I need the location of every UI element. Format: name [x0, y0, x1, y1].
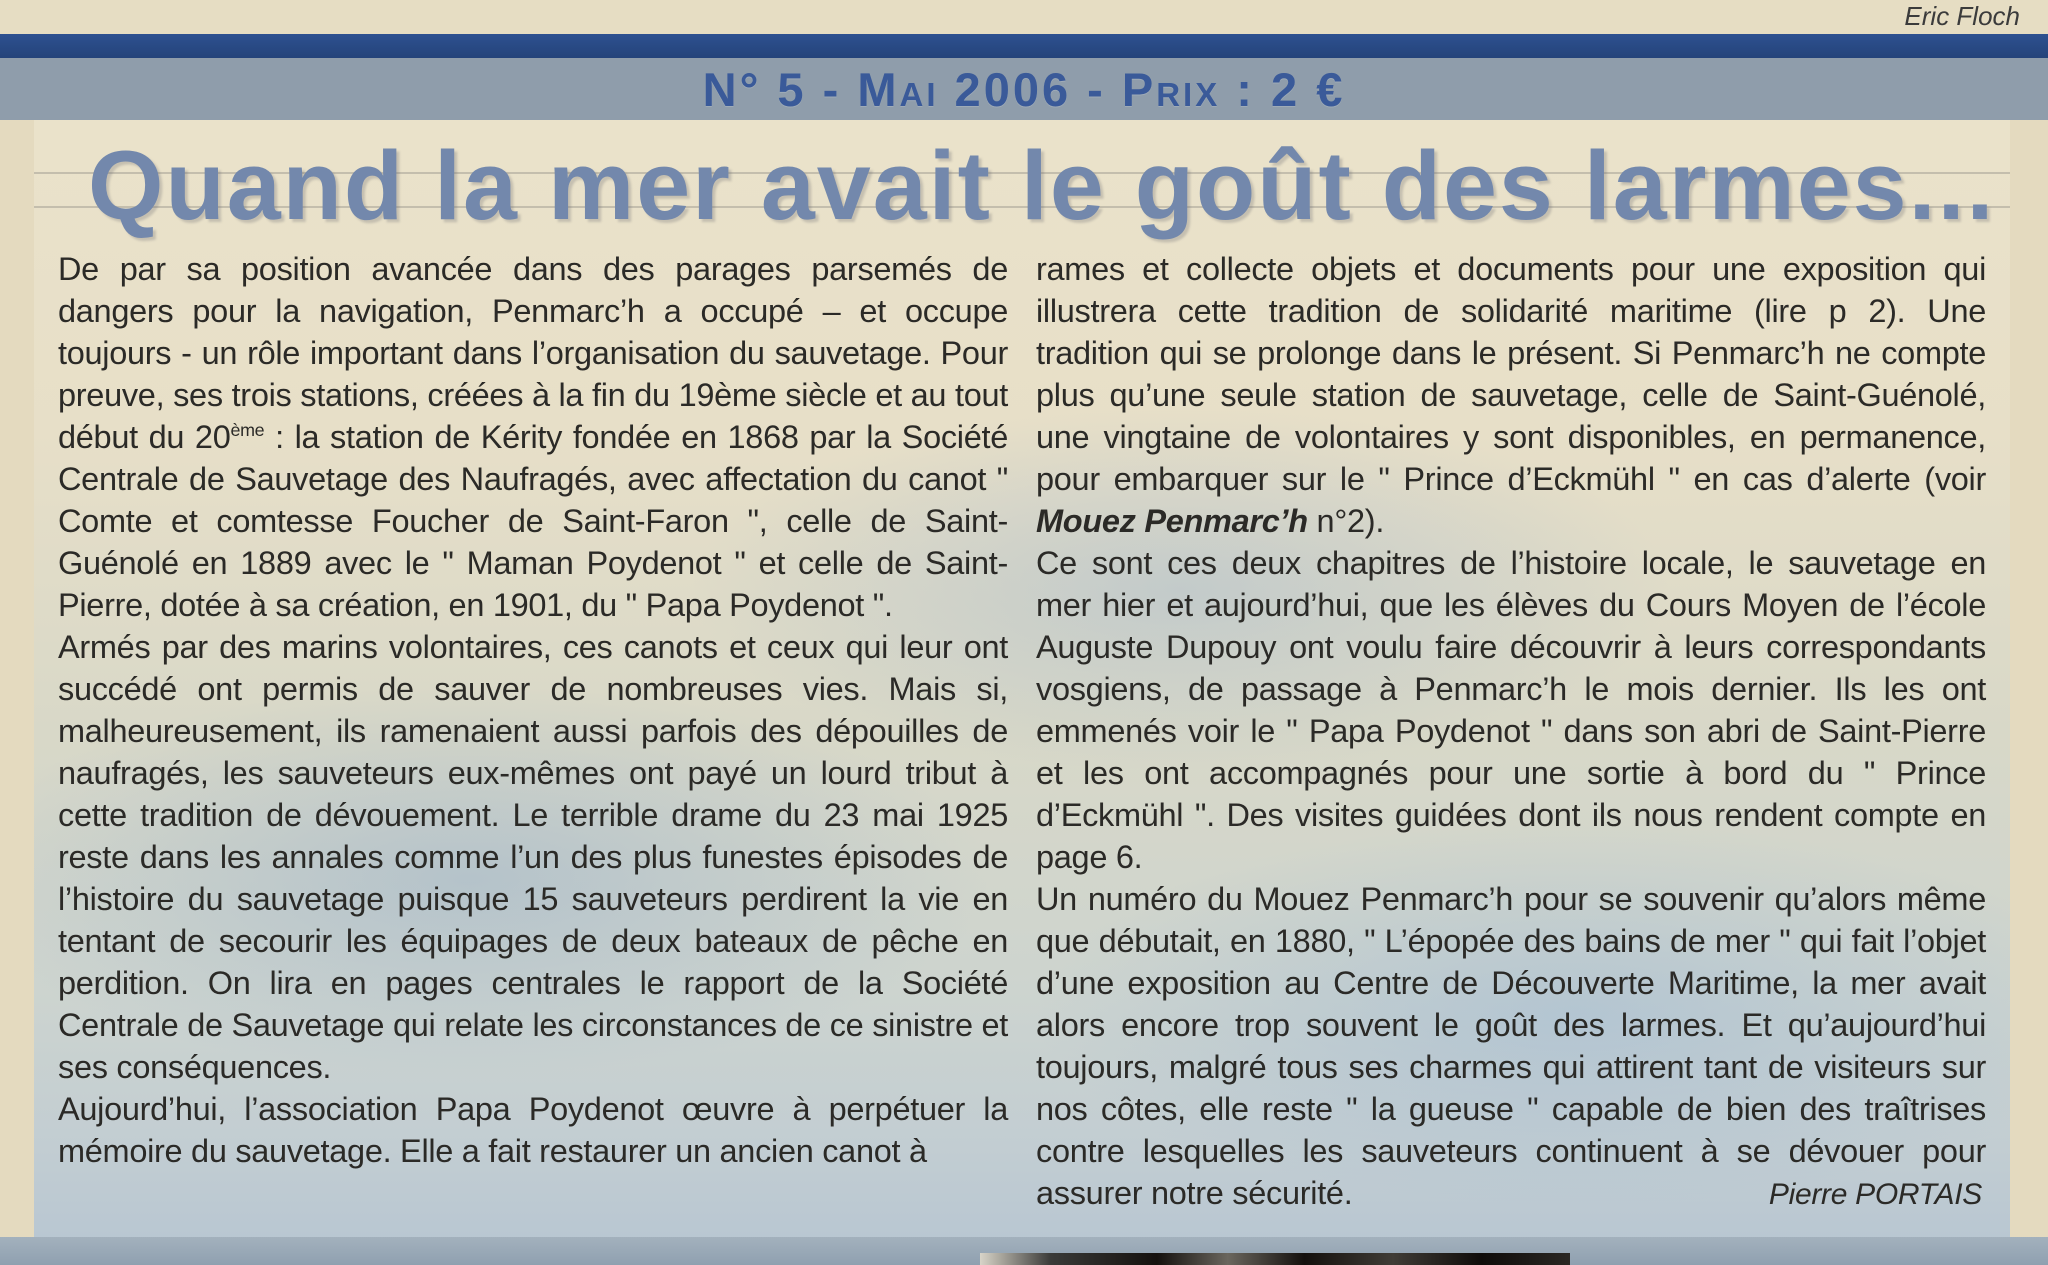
paragraph: De par sa position avancée dans des parages parsemés de dangers pour la navigation, Penmarc’h a occupé – et occupe toujours - un rôle important dans l’organisation du sauvetage. Pour preuve, ses trois stations, créées à la fin du 19ème siècle et au tout début du 20ème : la station de Kérity fondée en 1868 par la Société Centrale de Sauvetage des Naufragés, avec affectation du canot " Comte et comtesse Foucher de Saint-Faron ", celle de Saint-Guénolé en 1889 avec le " Maman Poydenot " et celle de Saint-Pierre, dotée à sa création, en 1901, du " Papa Poydenot ". [58, 251, 1008, 623]
article-box [34, 120, 2010, 1237]
masthead-issue-date-price: N° 5 - Mai 2006 - Prix : 2 € [702, 62, 1346, 116]
article-headline: Quand la mer avait le goût des larmes... [88, 131, 1996, 240]
photo-credit-strip [0, 0, 2048, 34]
top-rule [0, 34, 2048, 58]
article-column-left [58, 248, 1008, 1216]
next-photo-edge [980, 1253, 1570, 1265]
paragraph: rames et collecte objets et documents pour une exposition qui illustrera cette tradition de solidarité maritime (lire p 2). Une tradition qui se prolonge dans le présent. Si Penmarc’h ne compte plus qu’une seule station de sauvetage, celle de Saint-Guénolé, une vingtaine de volontaires y sont disponibles, en permanence, pour embarquer sur le " Prince d’Eckmühl " en cas d’alerte (voir Mouez Penmarc’h n°2). [1036, 251, 1986, 539]
paragraph: Un numéro du Mouez Penmarc’h pour se souvenir qu’alors même que débutait, en 1880, " L’épopée des bains de mer " qui fait l’objet d’une exposition au Centre de Découverte Maritime, la mer avait alors encore trop souvent le goût des larmes. Et qu’aujourd’hui toujours, malgré tous ses charmes qui attirent tant de visiteurs sur nos côtes, elle reste " la gueuse " capable de bien des traîtrises contre lesquelles les sauveteurs continuent à se dévouer pour assurer notre sécurité. [1036, 881, 1986, 1211]
article-columns [58, 248, 1986, 1216]
newsletter-title-reference: Mouez Penmarc’h [1036, 503, 1308, 539]
paragraph: Ce sont ces deux chapitres de l’histoire locale, le sauvetage en mer hier et aujourd’hui, que les élèves du Cours Moyen de l’école Auguste Dupouy ont voulu faire découvrir à leurs correspondants vosgiens, de passage à Penmarc’h le mois dernier. Ils les ont emmenés voir le " Papa Poydenot " dans son abri de Saint-Pierre et les ont accompagnés pour une sortie à bord du " Prince d’Eckmühl ". Des visites guidées dont ils nous rendent compte en page 6. [1036, 545, 1986, 875]
photo-credit: Eric Floch [1904, 1, 2020, 31]
superscript-eme: ème [230, 420, 265, 441]
author-signature: Pierre PORTAIS [1768, 1178, 1982, 1211]
article-column-right [1036, 248, 1986, 1216]
paragraph: Aujourd’hui, l’association Papa Poydenot œuvre à perpétuer la mémoire du sauvetage. Elle a fait restaurer un ancien canot à [58, 1091, 1008, 1169]
paragraph: Armés par des marins volontaires, ces canots et ceux qui leur ont succédé ont permis de sauver de nombreuses vies. Mais si, malheureusement, ils ramenaient aussi parfois des dépouilles de naufragés, les sauveteurs eux-mêmes ont payé un lourd tribut à cette tradition de dévouement. Le terrible drame du 23 mai 1925 reste dans les annales comme l’un des plus funestes épisodes de l’histoire du sauvetage puisque 15 sauveteurs perdirent la vie en tentant de secourir les équipages de deux bateaux de pêche en perdition. On lira en pages centrales le rapport de la Société Centrale de Sauvetage qui relate les circonstances de ce sinistre et ses conséquences. [58, 629, 1008, 1085]
masthead-band [0, 58, 2048, 120]
